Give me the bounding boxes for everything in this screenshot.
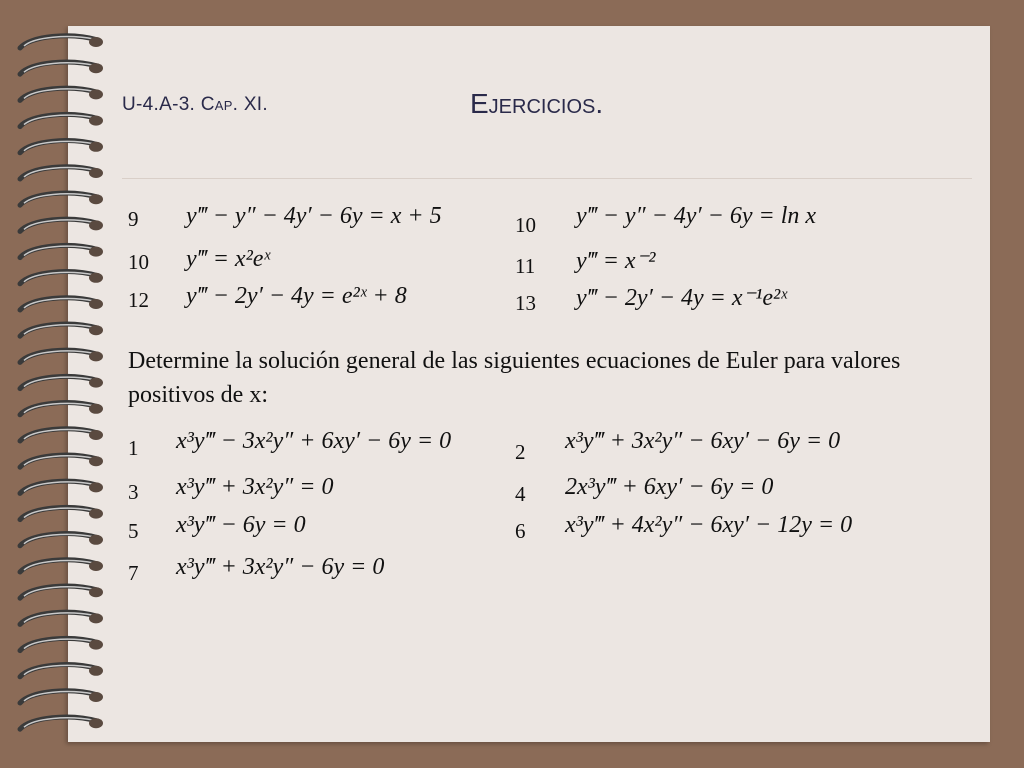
- exercise-number: 4: [515, 482, 526, 506]
- equation: y‴ − y″ − 4y′ − 6y = ln x: [576, 203, 817, 229]
- binding-hole: [89, 692, 103, 702]
- binding-hole: [89, 37, 103, 47]
- equation: x³y‴ − 3x²y″ + 6xy′ − 6y = 0: [176, 428, 452, 454]
- binding-hole: [89, 587, 103, 597]
- equation: x³y‴ + 3x²y″ − 6y = 0: [176, 554, 385, 580]
- binding-hole: [89, 89, 103, 99]
- exercise-number: 5: [128, 519, 139, 543]
- exercise-number: 3: [128, 480, 139, 504]
- binding-hole: [89, 378, 103, 388]
- binding-hole: [89, 168, 103, 178]
- binding-hole: [89, 273, 103, 283]
- binding-hole: [89, 220, 103, 230]
- binding-hole: [89, 325, 103, 335]
- spiral-binding: [0, 0, 120, 768]
- header-divider: [122, 178, 972, 179]
- binding-hole: [89, 116, 103, 126]
- exercise-number: 13: [515, 291, 536, 315]
- exercise-number: 6: [515, 519, 526, 543]
- binding-hole: [89, 482, 103, 492]
- exercise-number: 1: [128, 436, 139, 460]
- binding-hole: [89, 430, 103, 440]
- equation: y‴ − 2y′ − 4y = x⁻¹e²ˣ: [576, 285, 788, 311]
- equation: x³y‴ − 6y = 0: [176, 512, 306, 538]
- binding-hole: [89, 194, 103, 204]
- binding-hole: [89, 509, 103, 519]
- binding-hole: [89, 247, 103, 257]
- binding-hole: [89, 351, 103, 361]
- binding-hole: [89, 142, 103, 152]
- equation: x³y‴ + 4x²y″ − 6xy′ − 12y = 0: [565, 512, 853, 538]
- equation: x³y‴ + 3x²y″ − 6xy′ − 6y = 0: [565, 428, 841, 454]
- equation: y‴ − y″ − 4y′ − 6y = x + 5: [186, 203, 442, 229]
- equation: y‴ − 2y′ − 4y = e²ˣ + 8: [186, 283, 407, 309]
- binding-hole: [89, 613, 103, 623]
- exercise-number: 11: [515, 254, 536, 278]
- exercise-number: 12: [128, 288, 149, 312]
- page-title: Ejercicios.: [470, 88, 604, 119]
- binding-hole: [89, 640, 103, 650]
- binding-hole: [89, 456, 103, 466]
- equation: y‴ = x²eˣ: [186, 246, 271, 272]
- binding-hole: [89, 299, 103, 309]
- chapter-label: U-4.A-3. Cap. XI.: [122, 94, 268, 115]
- binding-hole: [89, 535, 103, 545]
- binding-hole: [89, 666, 103, 676]
- exercise-number: 7: [128, 561, 139, 585]
- equation: 2x³y‴ + 6xy′ − 6y = 0: [565, 474, 774, 500]
- exercise-number: 2: [515, 440, 526, 464]
- instructions-paragraph: Determine la solución general de las siguientes ecuaciones de Euler para valores positivos de x:: [128, 348, 901, 408]
- equation: x³y‴ + 3x²y″ = 0: [176, 474, 334, 500]
- exercise-number: 9: [128, 207, 139, 231]
- binding-hole: [89, 404, 103, 414]
- exercise-number: 10: [515, 213, 536, 237]
- binding-hole: [89, 63, 103, 73]
- exercise-number: 10: [128, 250, 149, 274]
- binding-hole: [89, 561, 103, 571]
- equation: y‴ = x⁻²: [576, 248, 656, 274]
- binding-hole: [89, 718, 103, 728]
